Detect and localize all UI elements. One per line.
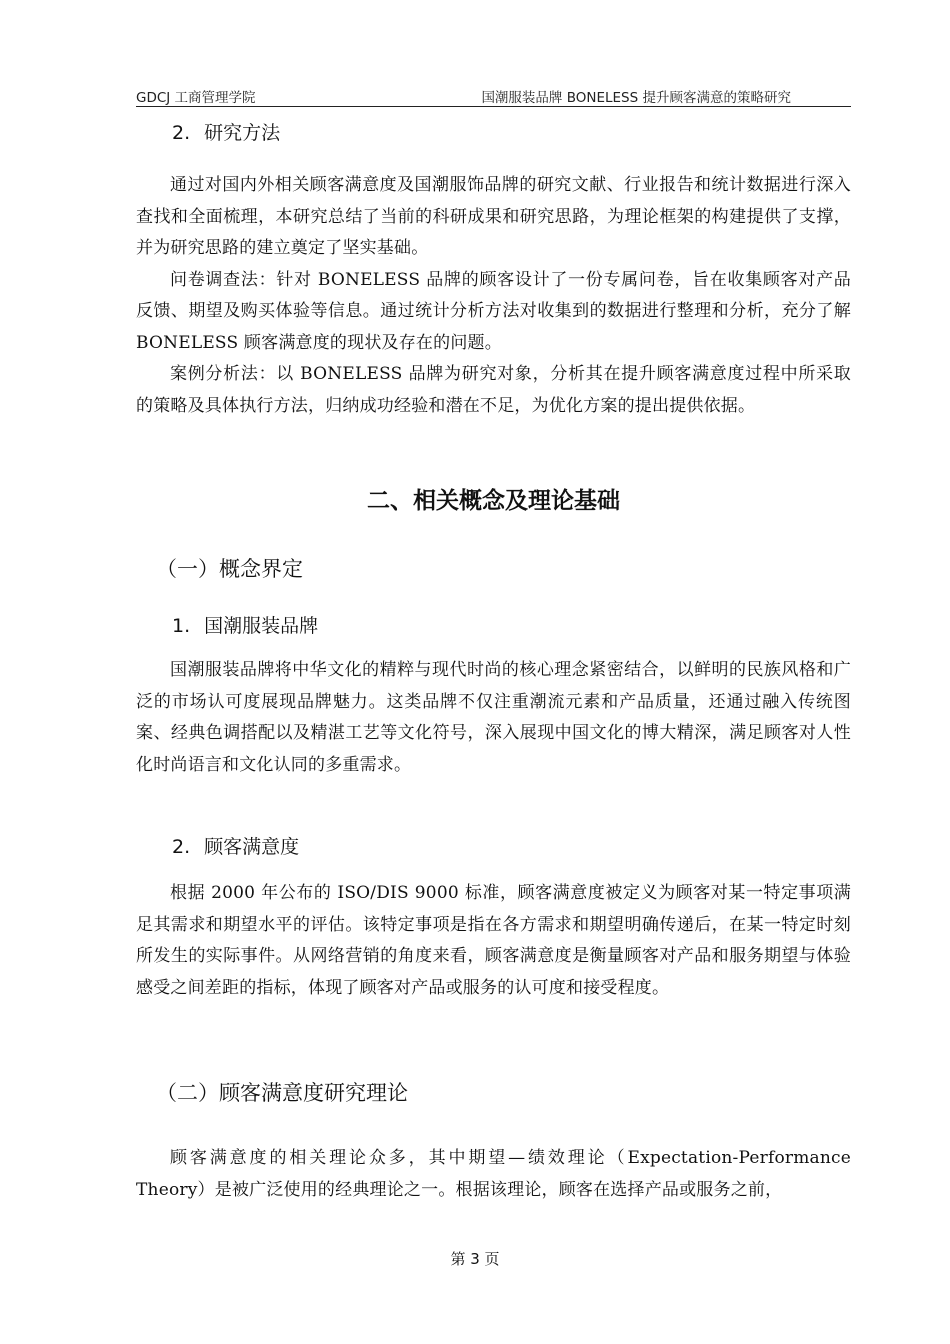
satisfaction-body [136,878,851,1004]
heading-research-method [136,118,851,145]
sub-heading-guochao [136,611,851,638]
chapter-heading [136,482,851,515]
heading-text: 顾客满意度 [204,836,300,858]
heading-text: 国潮服装品牌 [204,615,319,637]
section-title: （一）概念界定 [156,557,303,581]
heading-number: 2. [172,122,191,144]
method-paragraphs [136,170,851,422]
page-number: 第 3 页 [450,1250,500,1268]
section-title: （二）顾客满意度研究理论 [156,1081,408,1105]
guochao-body [136,655,851,781]
chapter-title: 二、相关概念及理论基础 [367,488,620,514]
heading-number: 2. [172,836,191,858]
paragraph-case-study: 案例分析法：以 BONELESS 品牌为研究对象，分析其在提升顾客满意度过程中所采取的策略及具体执行方法，归纳成功经验和潜在不足，为优化方案的提出提供依据。 [136,364,851,416]
section-concepts-heading [136,553,851,583]
paragraph-guochao: 国潮服装品牌将中华文化的精粹与现代时尚的核心理念紧密结合，以鲜明的民族风格和广泛的市场认可度展现品牌魅力。这类品牌不仅注重潮流元素和产品质量，还通过融入传统图案、经典色调搭配以及精湛工艺等文化符号，深入展现中国文化的博大精深，满足顾客对人性化时尚语言和文化认同的多重需求。 [136,660,851,775]
paragraph-theory: 顾客满意度的相关理论众多，其中期望—绩效理论（Expectation-Performance Theory）是被广泛使用的经典理论之一。根据该理论，顾客在选择产品或服务之前， [136,1148,851,1200]
sub-heading-satisfaction [136,832,851,859]
section-theory-heading [136,1077,851,1107]
heading-number: 1. [172,615,191,637]
page-header [136,84,851,107]
paragraph-satisfaction: 根据 2000 年公布的 ISO/DIS 9000 标准，顾客满意度被定义为顾客对某一特定事项满足其需求和期望水平的评估。该特定事项是指在各方需求和期望明确传递后，在某一特定时刻所发生的实际事件。从网络营销的角度来看，顾客满意度是衡量顾客对产品和服务期望与体验感受之间差距的指标，体现了顾客对产品或服务的认可度和接受程度。 [136,883,851,998]
header-school: GDCJ 工商管理学院 [136,90,256,106]
paragraph-literature: 通过对国内外相关顾客满意度及国潮服饰品牌的研究文献、行业报告和统计数据进行深入查找和全面梳理，本研究总结了当前的科研成果和研究思路，为理论框架的构建提供了支撑，并为研究思路的建立奠定了坚实基础。 [136,175,851,258]
header-thesis-title: 国潮服装品牌 BONELESS 提升顾客满意的策略研究 [481,90,791,106]
heading-text: 研究方法 [204,122,281,144]
theory-body [136,1143,851,1206]
paragraph-questionnaire: 问卷调查法：针对 BONELESS 品牌的顾客设计了一份专属问卷，旨在收集顾客对产品反馈、期望及购买体验等信息。通过统计分析方法对收集到的数据进行整理和分析，充分了解 BONELESS 顾客满意度的现状及存在的问题。 [136,269,851,353]
